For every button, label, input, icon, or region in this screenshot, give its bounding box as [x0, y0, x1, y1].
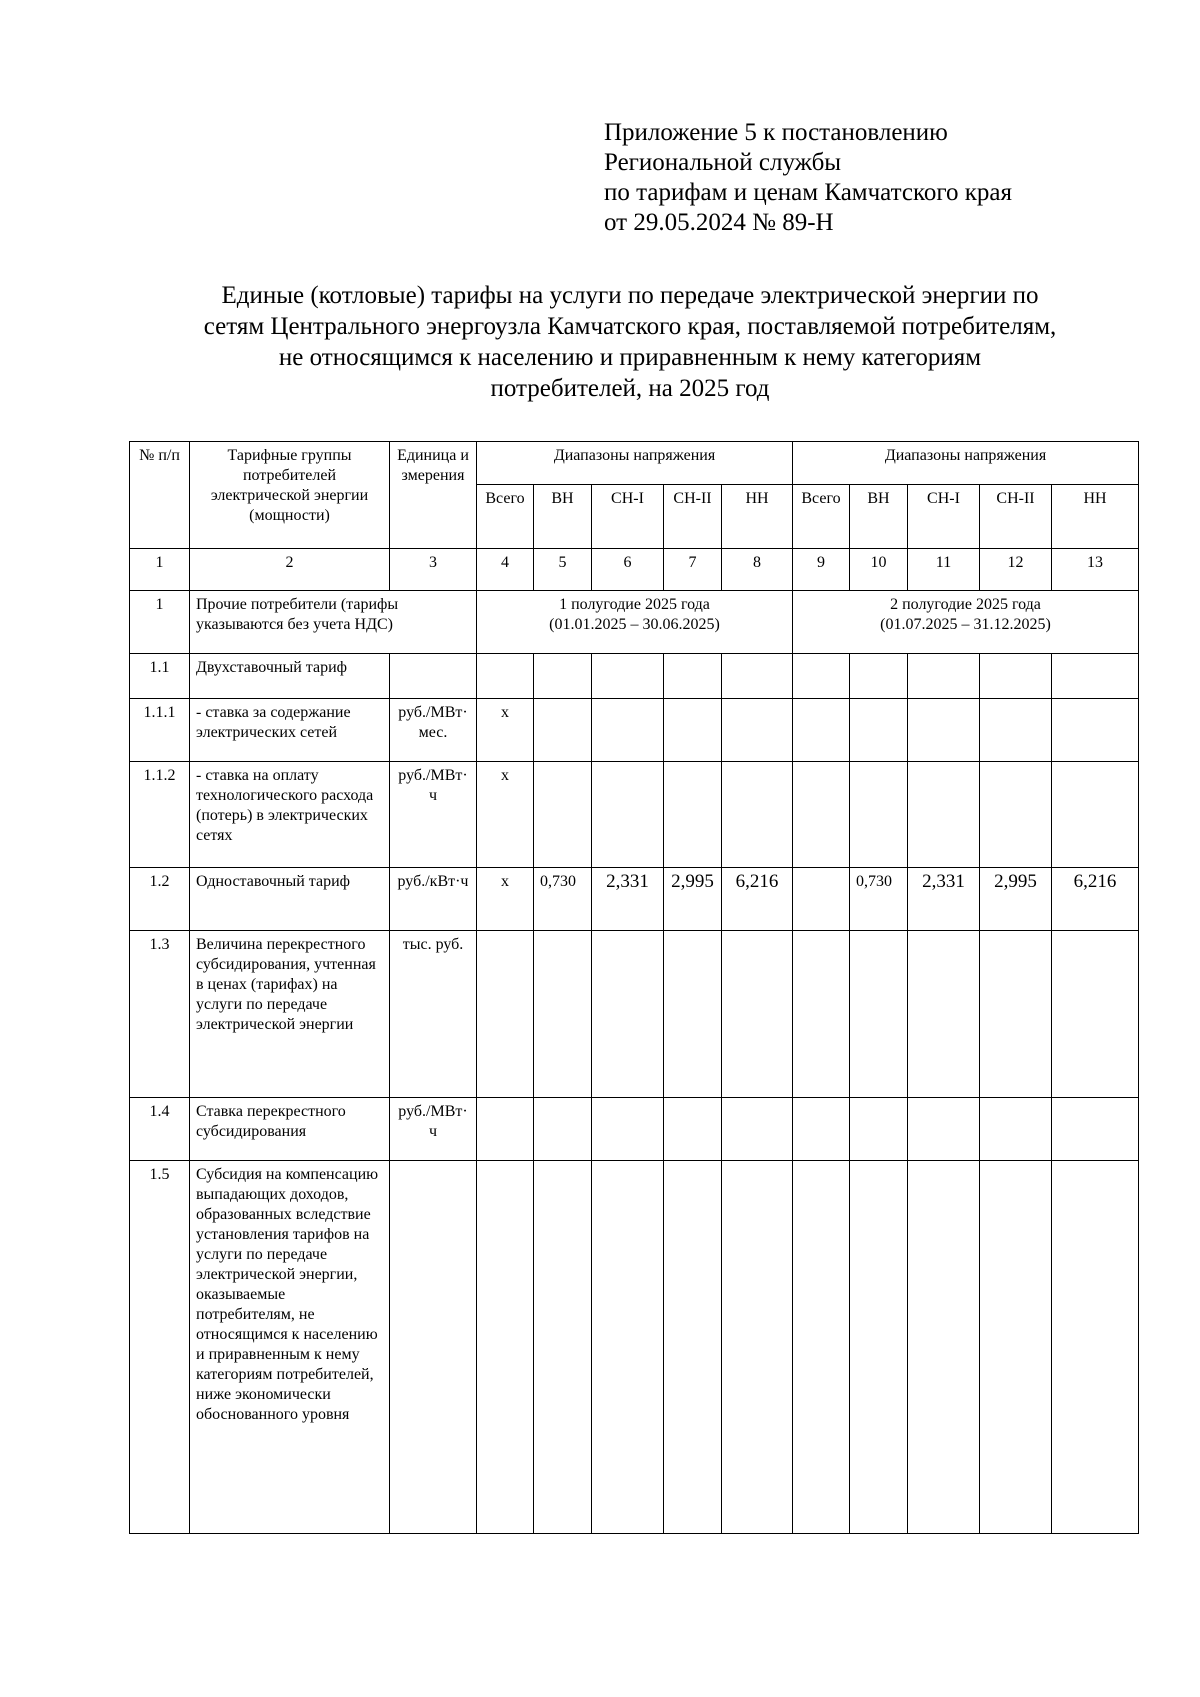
column-number: 13	[1052, 549, 1139, 591]
row-num: 1.1	[130, 654, 190, 699]
row-name: Двухставочный тариф	[190, 654, 390, 699]
row-num: 1	[130, 591, 190, 654]
cell-vn: 0,730	[850, 868, 908, 931]
cell-vn: 0,730	[534, 868, 592, 931]
cell	[477, 1098, 534, 1161]
cell	[908, 699, 980, 762]
cell	[850, 654, 908, 699]
cell	[592, 762, 664, 868]
cell	[722, 1161, 793, 1534]
cell-total: х	[477, 762, 534, 868]
cell	[908, 654, 980, 699]
cell	[908, 931, 980, 1098]
column-number: 6	[592, 549, 664, 591]
column-number: 1	[130, 549, 190, 591]
cell	[1052, 699, 1139, 762]
cell	[592, 1161, 664, 1534]
cell	[592, 931, 664, 1098]
title-line: сетям Центрального энергоузла Камчатского края, поставляемой потребителям,	[203, 313, 1057, 340]
row-unit: руб./МВт·ч	[390, 762, 477, 868]
row-num: 1.4	[130, 1098, 190, 1161]
row-unit: руб./МВт·ч	[390, 1098, 477, 1161]
period-1	[477, 591, 793, 654]
table-row	[130, 931, 1139, 1098]
appendix-line: Приложение 5 к постановлению	[604, 119, 948, 146]
cell-sn2: 2,995	[980, 868, 1052, 931]
row-name: Одноставочный тариф	[190, 868, 390, 931]
cell-total: х	[477, 699, 534, 762]
cell	[850, 699, 908, 762]
cell	[664, 1098, 722, 1161]
cell	[908, 762, 980, 868]
cell	[793, 1161, 850, 1534]
header-sub-total: Всего	[793, 485, 850, 549]
header-num: № п/п	[130, 442, 190, 549]
row-name: Субсидия на компенсацию выпадающих доходов, образованных вследствие установления тарифов на услуги по передаче электрической энергии, оказываемые потребителям, не относящимся к населению и приравненным к нему категориям потребителей, ниже экономически обоснованного уровня	[190, 1161, 390, 1534]
cell	[592, 699, 664, 762]
column-number: 5	[534, 549, 592, 591]
row-name: Величина перекрестного субсидирования, учтенная в ценах (тарифах) на услуги по передаче электрической энергии	[190, 931, 390, 1098]
cell	[722, 654, 793, 699]
cell	[980, 1161, 1052, 1534]
row-unit: тыс. руб.	[390, 931, 477, 1098]
cell	[793, 868, 850, 931]
cell	[793, 762, 850, 868]
cell	[722, 699, 793, 762]
column-number: 8	[722, 549, 793, 591]
row-num: 1.3	[130, 931, 190, 1098]
header-sub-sn2: СН-II	[664, 485, 722, 549]
title-line: Единые (котловые) тарифы на услуги по передаче электрической энергии по	[221, 282, 1039, 309]
period-1-dates: (01.01.2025 – 30.06.2025)	[549, 616, 720, 633]
cell	[534, 699, 592, 762]
header-sub-total: Всего	[477, 485, 534, 549]
column-number: 10	[850, 549, 908, 591]
table-row	[130, 868, 1139, 931]
cell	[664, 931, 722, 1098]
cell-total: х	[477, 868, 534, 931]
cell	[850, 1161, 908, 1534]
cell	[477, 654, 534, 699]
header-sub-sn1: СН-I	[592, 485, 664, 549]
row-num: 1.2	[130, 868, 190, 931]
cell	[980, 762, 1052, 868]
cell	[722, 931, 793, 1098]
cell	[1052, 654, 1139, 699]
cell	[722, 762, 793, 868]
header-sub-sn2: СН-II	[980, 485, 1052, 549]
table-row	[130, 699, 1139, 762]
cell	[534, 1161, 592, 1534]
table-row	[130, 762, 1139, 868]
cell	[664, 762, 722, 868]
table-row	[130, 1161, 1139, 1534]
cell	[850, 762, 908, 868]
cell	[908, 1098, 980, 1161]
title-line: не относящимся к населению и приравненным к нему категориям	[278, 344, 982, 371]
column-number: 3	[390, 549, 477, 591]
row-unit	[390, 654, 477, 699]
cell	[534, 1098, 592, 1161]
column-number: 12	[980, 549, 1052, 591]
appendix-line: Региональной службы	[604, 149, 842, 176]
header-unit: Единица измерения	[390, 442, 477, 549]
row-name: Прочие потребители (тарифы указываются без учета НДС)	[190, 591, 477, 654]
header-sub-vn: ВН	[850, 485, 908, 549]
cell	[980, 654, 1052, 699]
column-number: 11	[908, 549, 980, 591]
row-name: - ставка за содержание электрических сетей	[190, 699, 390, 762]
tariff-table	[129, 441, 1139, 1534]
column-number: 7	[664, 549, 722, 591]
cell	[534, 931, 592, 1098]
cell	[1052, 931, 1139, 1098]
header-sub-nn: НН	[722, 485, 793, 549]
cell	[1052, 1161, 1139, 1534]
header-sub-nn: НН	[1052, 485, 1139, 549]
cell	[793, 654, 850, 699]
column-number-row	[130, 549, 1139, 591]
cell	[980, 699, 1052, 762]
cell-sn1: 2,331	[908, 868, 980, 931]
header-voltage-range-2: Диапазоны напряжения	[793, 442, 1139, 485]
period-2	[793, 591, 1139, 654]
period-1-label: 1 полугодие 2025 года	[559, 596, 710, 613]
cell	[793, 931, 850, 1098]
row-unit: руб./МВт·мес.	[390, 699, 477, 762]
column-number: 9	[793, 549, 850, 591]
cell	[664, 699, 722, 762]
column-number: 4	[477, 549, 534, 591]
appendix-line: по тарифам и ценам Камчатского края	[604, 179, 1012, 206]
row-unit: руб./кВт·ч	[390, 868, 477, 931]
header-row	[130, 442, 1139, 485]
cell	[850, 1098, 908, 1161]
cell	[534, 762, 592, 868]
period-2-label: 2 полугодие 2025 года	[890, 596, 1041, 613]
cell	[793, 699, 850, 762]
appendix-note	[604, 118, 1012, 238]
row-name: Ставка перекрестного субсидирования	[190, 1098, 390, 1161]
row-num: 1.5	[130, 1161, 190, 1534]
cell	[592, 654, 664, 699]
appendix-line: от 29.05.2024 № 89-Н	[604, 209, 834, 236]
cell	[722, 1098, 793, 1161]
table-row	[130, 1098, 1139, 1161]
cell	[1052, 1098, 1139, 1161]
cell	[477, 931, 534, 1098]
cell	[980, 931, 1052, 1098]
cell	[664, 1161, 722, 1534]
column-number: 2	[190, 549, 390, 591]
period-2-dates: (01.07.2025 – 31.12.2025)	[880, 616, 1051, 633]
row-num: 1.1.2	[130, 762, 190, 868]
header-sub-vn: ВН	[534, 485, 592, 549]
table-row	[130, 654, 1139, 699]
header-voltage-range-1: Диапазоны напряжения	[477, 442, 793, 485]
cell-sn2: 2,995	[664, 868, 722, 931]
row-num: 1.1.1	[130, 699, 190, 762]
cell	[664, 654, 722, 699]
cell	[477, 1161, 534, 1534]
cell-sn1: 2,331	[592, 868, 664, 931]
title-line: потребителей, на 2025 год	[490, 375, 770, 402]
header-sub-sn1: СН-I	[908, 485, 980, 549]
cell	[908, 1161, 980, 1534]
cell	[534, 654, 592, 699]
cell	[850, 931, 908, 1098]
cell	[980, 1098, 1052, 1161]
row-unit	[390, 1161, 477, 1534]
cell-nn: 6,216	[1052, 868, 1139, 931]
cell	[592, 1098, 664, 1161]
document-title	[120, 280, 1140, 404]
cell-nn: 6,216	[722, 868, 793, 931]
cell	[1052, 762, 1139, 868]
cell	[793, 1098, 850, 1161]
header-group: Тарифные группы потребителей электрической энергии (мощности)	[190, 442, 390, 549]
row-name: - ставка на оплату технологического расхода (потерь) в электрических сетях	[190, 762, 390, 868]
table-row	[130, 591, 1139, 654]
